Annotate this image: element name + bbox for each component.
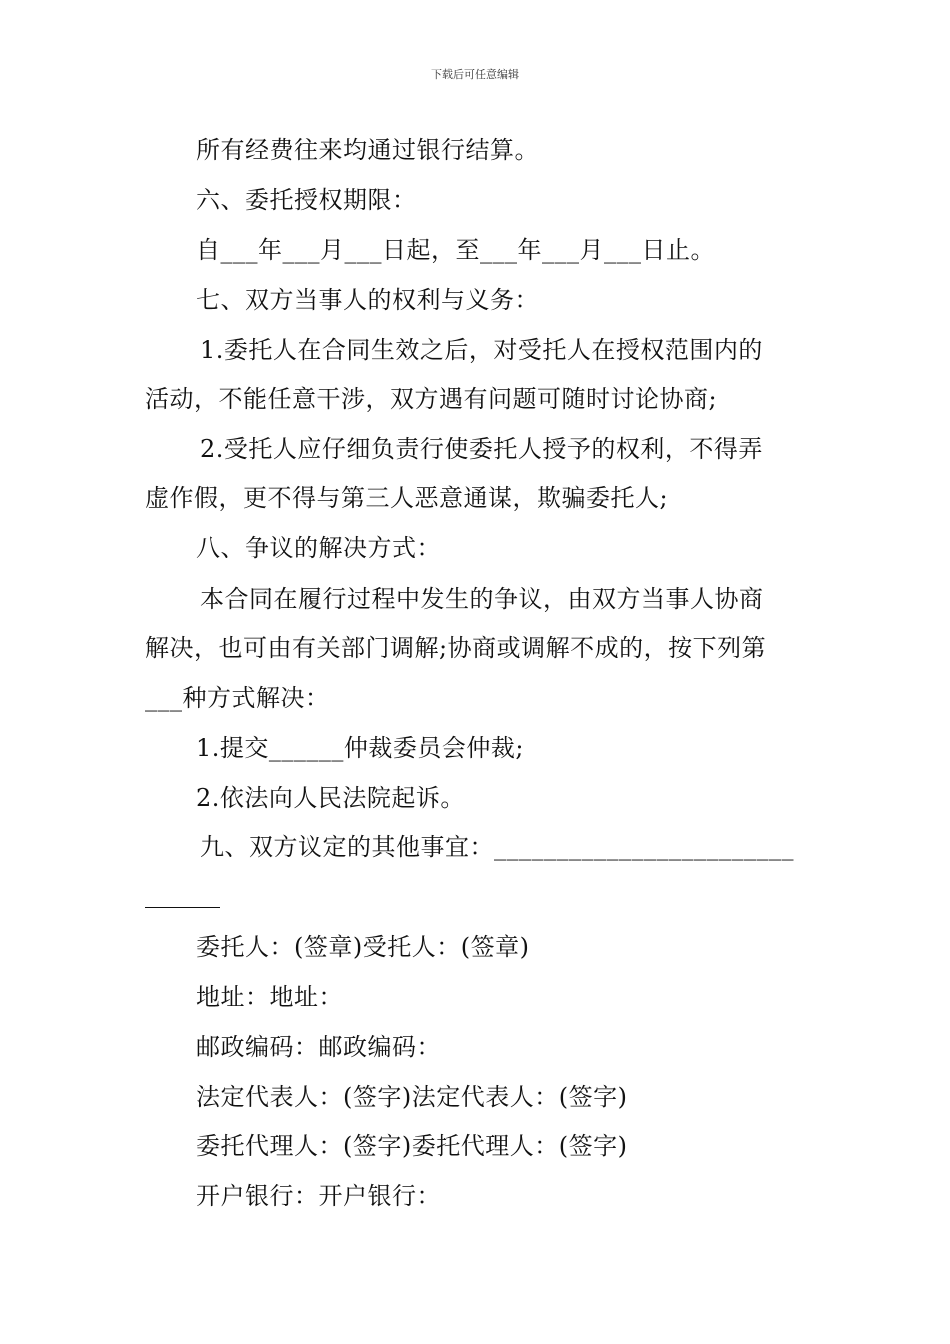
signature-line: 地址：地址： (196, 983, 343, 1011)
text-line: 自___年___月___日起，至___年___月___日止。 (196, 236, 715, 264)
text-line: 本合同在履行过程中发生的争议，由双方当事人协商 (200, 585, 764, 613)
section-heading: 七、双方当事人的权利与义务： (196, 286, 539, 314)
section-heading: 九、双方议定的其他事宜：________________________ (200, 833, 794, 861)
text-line: 解决，也可由有关部门调解;协商或调解不成的，按下列第 (145, 634, 767, 662)
text-line: 所有经费往来均通过银行结算。 (196, 136, 539, 164)
section-heading: 八、争议的解决方式： (196, 534, 441, 562)
text-line: 2.依法向人民法院起诉。 (196, 784, 465, 812)
signature-line: 邮政编码：邮政编码： (196, 1033, 441, 1061)
text-line: 2.受托人应仔细负责行使委托人授予的权利，不得弄 (200, 435, 763, 463)
text-line: 虚作假，更不得与第三人恶意通谋，欺骗委托人; (145, 484, 669, 512)
signature-line: 委托代理人：(签字)委托代理人：(签字) (196, 1132, 628, 1160)
signature-line: 委托人：(签章)受托人：(签章) (196, 933, 530, 961)
text-line: 1.提交______仲裁委员会仲裁; (196, 734, 524, 762)
text-line: 1.委托人在合同生效之后，对受托人在授权范围内的 (200, 336, 763, 364)
signature-line: 法定代表人：(签字)法定代表人：(签字) (196, 1083, 628, 1111)
text-line: ___种方式解决： (145, 684, 330, 712)
signature-line: 开户银行：开户银行： (196, 1182, 441, 1210)
page-header: 下载后可任意编辑 (431, 68, 519, 81)
text-line: 活动，不能任意干涉，双方遇有问题可随时讨论协商; (145, 385, 718, 413)
section-heading: 六、委托授权期限： (196, 186, 417, 214)
blank-underline (145, 907, 220, 908)
